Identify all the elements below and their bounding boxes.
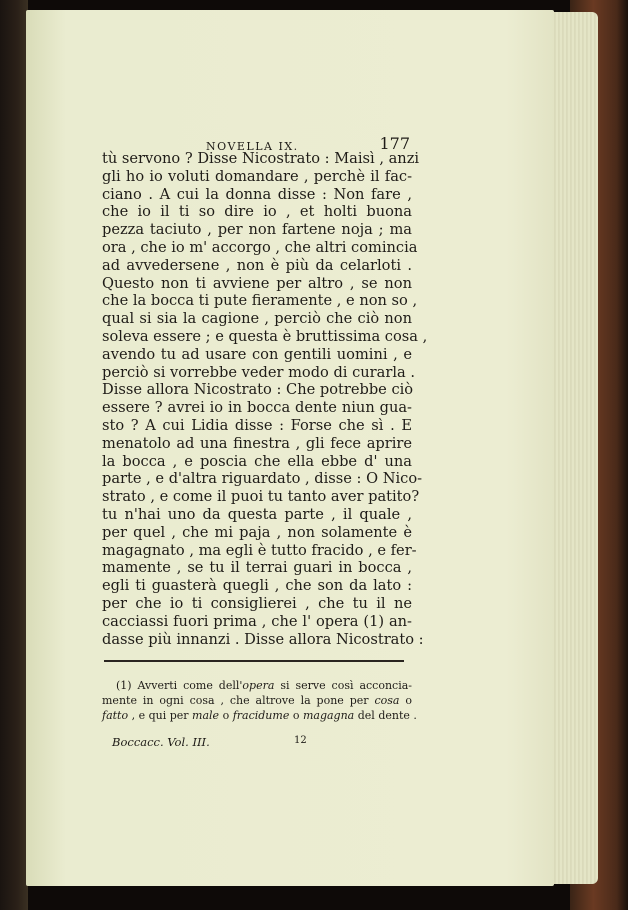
page-edges [552, 12, 598, 884]
text-line: avendo tu ad usare con gentili uomini , e [102, 345, 412, 363]
text-line: perciò si vorrebbe veder modo di curarla . [102, 363, 415, 381]
text-line: mamente , se tu il terrai guari in bocca , [102, 559, 412, 577]
footnote-text: del dente . [354, 709, 417, 723]
footnote-text: mente in ogni cosa , che altrove la pone per [102, 694, 375, 708]
footnote-text: o [399, 694, 412, 708]
text-line: soleva essere ; e questa è bruttissima cosa , [102, 327, 428, 345]
text-line: parte , e d'altra riguardato , disse : O Nico- [102, 470, 423, 488]
book-cover-left [0, 0, 28, 910]
text-line: menatolo ad una finestra , gli fece aprire [102, 434, 412, 452]
running-head [102, 136, 416, 158]
text-line: che la bocca ti pute fieramente , e non so , [102, 292, 418, 310]
signature-number: 12 [294, 735, 307, 747]
footnote-text: o [289, 709, 303, 723]
text-line: pezza taciuto , per non fartene noja ; ma [102, 221, 412, 239]
text-line: tù servono ? Disse Nicostrato : Maisì , anzi [102, 150, 420, 167]
text-line: gli ho io voluti domandare , perchè il fac- [102, 167, 412, 185]
text-line: ciano . A cui la donna disse : Non fare , [102, 185, 412, 203]
footnote-italic: fatto [102, 709, 129, 723]
text-line: egli ti guasterà quegli , che son da lato : [102, 577, 412, 595]
footnote-italic: fracidume [232, 709, 290, 723]
text-line: che io il ti so dire io , et holti buona [102, 203, 412, 221]
text-line: essere ? avrei io in bocca dente niun gua- [102, 399, 412, 417]
text-line: per che io ti consiglierei , che tu il ne [102, 594, 412, 612]
footnote-text: , e qui per [128, 709, 193, 723]
text-line: la bocca , e poscia che ella ebbe d' una [102, 452, 412, 470]
footnote [102, 678, 416, 723]
page-number: 177 [379, 134, 410, 153]
text-line: tu n'hai uno da questa parte , il quale , [102, 505, 412, 523]
text-line: ora , che io m' accorgo , che altri comincia [102, 238, 418, 256]
text-line: cacciassi fuori prima , che l' opera (1) an- [102, 612, 412, 630]
signature-text: Boccacc. Vol. III. [112, 735, 210, 750]
footnote-italic: male [192, 709, 220, 723]
text-line: sto ? A cui Lidia disse : Forse che sì . E [102, 416, 412, 434]
footnote-text: o [219, 709, 233, 723]
body-text [102, 150, 428, 648]
footnote-line [102, 708, 417, 723]
text-line: Disse allora Nicostrato : Che potrebbe ciò [102, 381, 414, 399]
footnote-text: si serve così acconcia- [274, 679, 412, 693]
footnote-italic: opera [242, 679, 275, 693]
page-content [102, 134, 428, 751]
text-line: strato , e come il puoi tu tanto aver patito? [102, 488, 420, 506]
footnote-line [102, 693, 412, 708]
footnote-text: (1) Avverti come dell' [116, 679, 243, 693]
text-line: dasse più innanzi . Disse allora Nicostrato : [102, 630, 424, 648]
text-line: per quel , che mi paja , non solamente è [102, 523, 412, 541]
text-line: ad avvedersene , non è più da celarloti . [102, 256, 412, 274]
footnote-italic: magagna [302, 709, 355, 723]
text-line: Questo non ti avviene per altro , se non [102, 274, 412, 292]
running-title: NOVELLA IX. [206, 140, 299, 153]
signature-line [102, 735, 416, 751]
text-line: magagnato , ma egli è tutto fracido , e fer- [102, 541, 417, 559]
book-page [26, 10, 554, 886]
footnote-line [102, 678, 412, 693]
footnote-rule [104, 660, 404, 662]
text-line: qual si sia la cagione , perciò che ciò non [102, 310, 412, 328]
footnote-italic: cosa [374, 694, 400, 708]
